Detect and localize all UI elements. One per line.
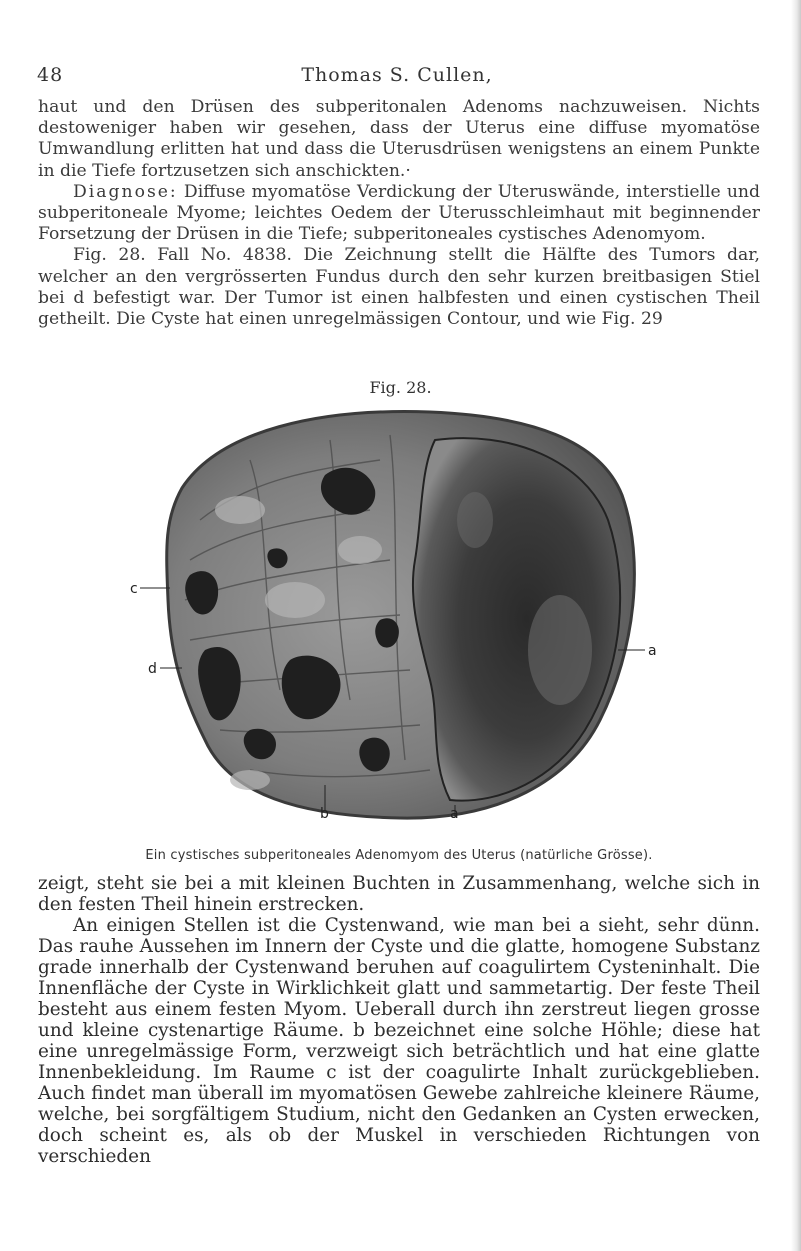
page-number: 48 <box>37 64 64 86</box>
running-title: Thomas S. Cullen, <box>301 64 493 86</box>
paragraph-figure-description: Fig. 28. Fall No. 4838. Die Zeichnung stellt die Hälfte des Tumors dar, welcher an den vergrösserten Fundus durch den sehr kurzen breitbasigen Stiel bei d befestigt war. Der Tumor ist einen halbfesten und einen cystischen Theil getheilt. Die Cyste hat einen unregelmässigen Contour, und wie Fig. 29 <box>38 245 760 330</box>
figure-letter-c: c <box>130 581 138 597</box>
tumor-illustration <box>130 400 660 820</box>
figure-letter-a-right: a <box>648 643 657 659</box>
diagnosis-text: Diffuse myomatöse Verdickung der Uteruswände, interstielle und subperitoneale Myome; leichtes Oedem der Uterusschleimhaut mit beginnender Forsetzung der Drüsen in die Tiefe; subperitoneales cystisches Adenomyom. <box>38 181 760 245</box>
diagnosis-label: Diagnose: <box>73 181 178 202</box>
paragraph-continuation: haut und den Drüsen des subperitonalen Adenoms nachzuweisen. Nichts destoweniger haben wir gesehen, dass der Uterus eine diffuse myomatöse Umwandlung erlitten hat und dass die Uterusdrüsen wenigstens an einem Punkte in die Tiefe fortzusetzen sich anschickten.· <box>38 97 760 181</box>
paragraph-cyst-description: An einigen Stellen ist die Cystenwand, wie man bei a sieht, sehr dünn. Das rauhe Aussehen im Innern der Cyste und die glatte, homogene Substanz grade innerhalb der Cystenwand beruhen auf coagulirtem Cysteninhalt. Die Innenfläche der Cyste in Wirklichkeit glatt und sammetartig. Der feste Theil besteht aus einem festen Myom. Ueberall durch ihn zerstreut liegen grosse und kleine cystenartige Räume. b bezeichnet eine solche Höhle; diese hat eine unregelmässige Form, verzweigt sich beträchtlich und hat eine glatte Innenbekleidung. Im Raume c ist der coagulirte Inhalt zurückgeblieben. Auch findet man überall im myomatösen Gewebe zahlreiche kleinere Räume, welche, bei sorgfältigem Studium, nicht den Gedanken an Cysten erwecken, doch scheint es, als ob der Muskel in verschieden Richtungen von verschieden <box>38 915 760 1167</box>
figure-label: Fig. 28. <box>369 378 432 397</box>
page-edge-shadow <box>791 0 801 1251</box>
paragraph-continuation-after-figure: zeigt, steht sie bei a mit kleinen Buchten in Zusammenhang, welche sich in den festen Theil hinein erstrecken. <box>38 873 760 915</box>
figure-letter-a-bottom: a <box>450 806 459 820</box>
paragraph-diagnosis <box>38 182 760 246</box>
figure-letter-d: d <box>148 661 157 677</box>
figure-letter-b: b <box>320 806 329 820</box>
top-text-block <box>38 97 760 330</box>
running-head <box>37 64 757 88</box>
bottom-text-block <box>38 873 760 1167</box>
figure-caption: Ein cystisches subperitoneales Adenomyom des Uterus (natürliche Grösse). <box>145 848 653 863</box>
